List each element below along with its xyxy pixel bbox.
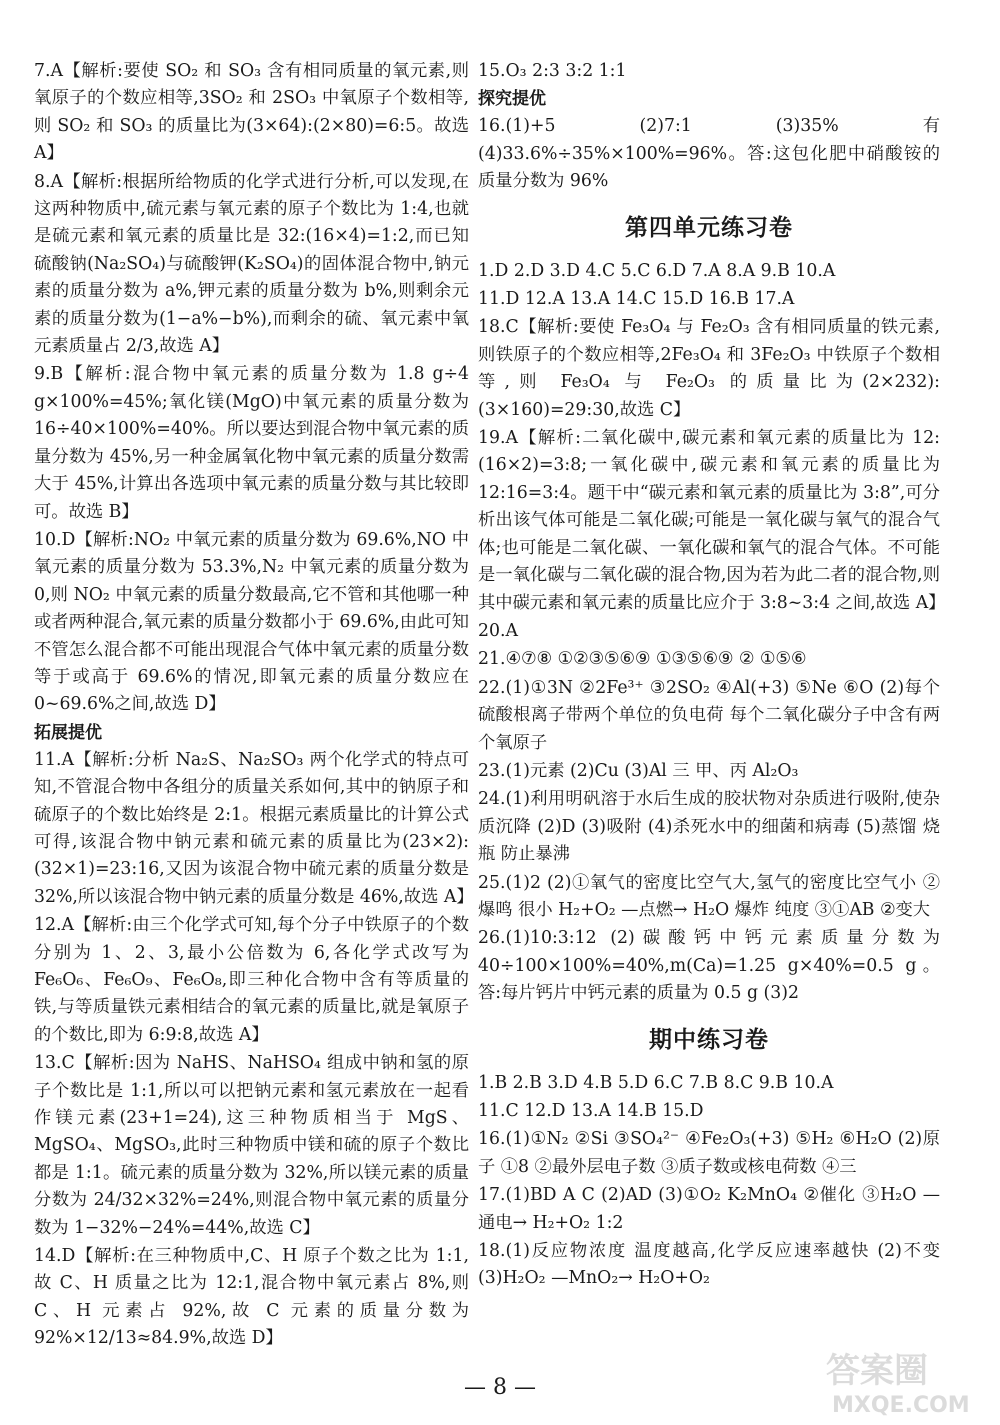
answer-11: 11.A【解析:分析 Na₂S、Na₂SO₃ 两个化学式的特点可知,不管混合物中各组分的质量关系如何,其中的钠原子和硫原子的个数比始终是 2:1。根据元素质量比的计算公式可得,该混合物中钠元素和硫元素的质量比为(23×2):(32×1)=23:16,又因为该混合物中硫元素的质量分数是 32%,所以该混合物中钠元素的质量分数是 46%,故选 A】	[34, 749, 474, 907]
section-label-explore: 探究提优	[478, 89, 546, 110]
midterm-answers-11-15: 11.C 12.D 13.A 14.B 15.D	[478, 1101, 704, 1121]
unit4-answers-11-17: 11.D 12.A 13.A 14.C 15.D 16.B 17.A	[478, 289, 795, 310]
unit4-answer-23: 23.(1)元素 (2)Cu (3)Al 三 甲、丙 Al₂O₃	[478, 760, 799, 781]
left-column	[34, 58, 474, 1354]
unit4-answer-21: 21.④⑦⑧ ①②③⑤⑥⑨ ①③⑤⑥⑨ ② ①⑤⑥	[478, 649, 807, 670]
midterm-title: 期中练习卷	[649, 1025, 769, 1053]
unit4-answers-1-10: 1.D 2.D 3.D 4.C 5.C 6.D 7.A 8.A 9.B 10.A	[478, 260, 836, 281]
midterm-answer-18: 18.(1)反应物浓度 温度越高,化学反应速率越快 (2)不变 (3)H₂O₂ —MnO₂→ H₂O+O₂	[478, 1241, 940, 1289]
unit4-answer-25: 25.(1)2 (2)①氧气的密度比空气大,氢气的密度比空气小 ②爆鸣 很小 H₂+O₂ —点燃→ H₂O 爆炸 纯度 ③①AB ②变大	[478, 872, 940, 920]
unit4-title: 第四单元练习卷	[625, 213, 793, 241]
unit4-answer-26: 26.(1)10:3:12 (2)碳酸钙中钙元素质量分数为 40÷100×100%=40%,m(Ca)=1.25 g×40%=0.5 g。答:每片钙片中钙元素的质量为 0.5 g (3)2	[478, 928, 940, 1004]
watermark-main-text: 答案圈	[826, 1351, 928, 1391]
answer-8: 8.A【解析:根据所给物质的化学式进行分析,可以发现,在这两种物质中,硫元素与氧元素的原子个数比为 1:4,也就是硫元素和氧元素的质量比是 32:(16×4)=1:2,而已知硫酸钠(Na₂SO₄)与硫酸钾(K₂SO₄)的固体混合物中,钠元素的质量分数为 a%,钾元素的质量分数为 b%,则剩余元素的质量分数为(1−a%−b%),而剩余的硫、氧元素中氧元素质量占 2/3,故选 A】	[34, 171, 469, 357]
midterm-answers-1-10: 1.B 2.B 3.D 4.B 5.D 6.C 7.B 8.C 9.B 10.A	[478, 1072, 834, 1093]
answer-10: 10.D【解析:NO₂ 中氧元素的质量分数为 69.6%,NO 中氧元素的质量分数为 53.3%,N₂ 中氧元素的质量分数为 0,则 NO₂ 中氧元素的质量分数最高,它不管和其他哪一种或者两种混合,氧元素的质量分数都小于 69.6%,由此可知不管怎么混合都不可能出现混合气体中氧元素的质量分数等于或高于 69.6%的情况,即氧元素的质量分数应在 0~69.6%之间,故选 D】	[34, 529, 469, 715]
answer-15: 15.O₃ 2:3 3:2 1:1	[478, 61, 627, 81]
section-label-extend: 拓展提优	[34, 722, 102, 743]
midterm-answer-16: 16.(1)①N₂ ②Si ③SO₄²⁻ ④Fe₂O₃(+3) ⑤H₂ ⑥H₂O (2)原子 ①8 ②最外层电子数 ③质子数或核电荷数 ④三	[478, 1129, 940, 1177]
watermark-logo	[818, 1340, 988, 1420]
answer-16: 16.(1)+5 (2)7:1 (3)35% 有 (4)33.6%÷35%×100%=96%。答:这包化肥中硝酸铵的质量分数为 96%	[478, 116, 940, 192]
unit4-answer-18: 18.C【解析:要使 Fe₃O₄ 与 Fe₂O₃ 含有相同质量的铁元素,则铁原子的个数应相等,2Fe₃O₄ 和 3Fe₂O₃ 中铁原子个数相等,则 Fe₃O₄ 与 Fe₂O₃ 的质量比为(2×232):(3×160)=29:30,故选 C】	[478, 317, 940, 420]
midterm-answer-17: 17.(1)BD A C (2)AD (3)①O₂ K₂MnO₄ ②催化 ③H₂O —通电→ H₂+O₂ 1:2	[478, 1185, 940, 1233]
page-number: — 8 —	[464, 1375, 536, 1400]
answer-13: 13.C【解析:因为 NaHS、NaHSO₄ 组成中钠和氢的原子个数比是 1:1,所以可以把钠元素和氢元素放在一起看作镁元素(23+1=24),这三种物质相当于 MgS、MgSO₄、MgSO₃,此时三种物质中镁和硫的原子个数比都是 1:1。硫元素的质量分数为 32%,所以镁元素的质量分数为 24/32×32%=24%,则混合物中氧元素的质量分数为 1−32%−24%=44%,故选 C】	[34, 1053, 469, 1238]
answer-7: 7.A【解析:要使 SO₂ 和 SO₃ 含有相同质量的氧元素,则氧原子的个数应相等,3SO₂ 和 2SO₃ 中氧原子个数相等,则 SO₂ 和 SO₃ 的质量比为(3×64):(2×80)=6:5。故选 A】	[34, 61, 469, 164]
watermark-url-text: MXQE.COM	[832, 1393, 970, 1418]
unit4-answer-24: 24.(1)利用明矾溶于水后生成的胶状物对杂质进行吸附,使杂质沉降 (2)D (3)吸附 (4)杀死水中的细菌和病毒 (5)蒸馏 烧瓶 防止暴沸	[478, 789, 940, 865]
answer-9: 9.B【解析:混合物中氧元素的质量分数为 1.8 g÷4 g×100%=45%;氧化镁(MgO)中氧元素的质量分数为 16÷40×100%=40%。所以要达到混合物中氧元素的质量分数为 45%,另一种金属氧化物中氧元素的质量分数需大于 45%,计算出各选项中氧元素的质量分数与其比较即可。故选 B】	[34, 364, 469, 522]
right-column	[478, 58, 946, 1294]
answer-12: 12.A【解析:由三个化学式可知,每个分子中铁原子的个数分别为 1、2、3,最小公倍数为 6,各化学式改写为 Fe₆O₆、Fe₆O₉、Fe₆O₈,即三种化合物中含有等质量的铁,与等质量铁元素相结合的氧元素的质量比,就是氧原子的个数比,即为 6:9:8,故选 A】	[34, 915, 469, 1045]
answer-14: 14.D【解析:在三种物质中,C、H 原子个数之比为 1:1,故 C、H 质量之比为 12:1,混合物中氧元素占 8%,则 C、H 元素占 92%,故 C 元素的质量分数为 92%×12/13≈84.9%,故选 D】	[34, 1246, 469, 1349]
unit4-answer-22: 22.(1)①3N ②2Fe³⁺ ③2SO₂ ④Al(+3) ⑤Ne ⑥O (2)每个硫酸根离子带两个单位的负电荷 每个二氧化碳分子中含有两个氧原子	[478, 677, 940, 753]
unit4-answer-19: 19.A【解析:二氧化碳中,碳元素和氧元素的质量比为 12:(16×2)=3:8;一氧化碳中,碳元素和氧元素的质量比为 12:16=3:4。题干中“碳元素和氧元素的质量比为 3:8”,可分析出该气体可能是二氧化碳;可能是一氧化碳与氧气的混合气体;也可能是二氧化碳、一氧化碳和氧气的混合气体。不可能是一氧化碳与二氧化碳的混合物,因为若为此二者的混合物,则其中碳元素和氧元素的质量比应介于 3:8~3:4 之间,故选 A】	[478, 428, 946, 613]
unit4-answer-20: 20.A	[478, 620, 518, 641]
